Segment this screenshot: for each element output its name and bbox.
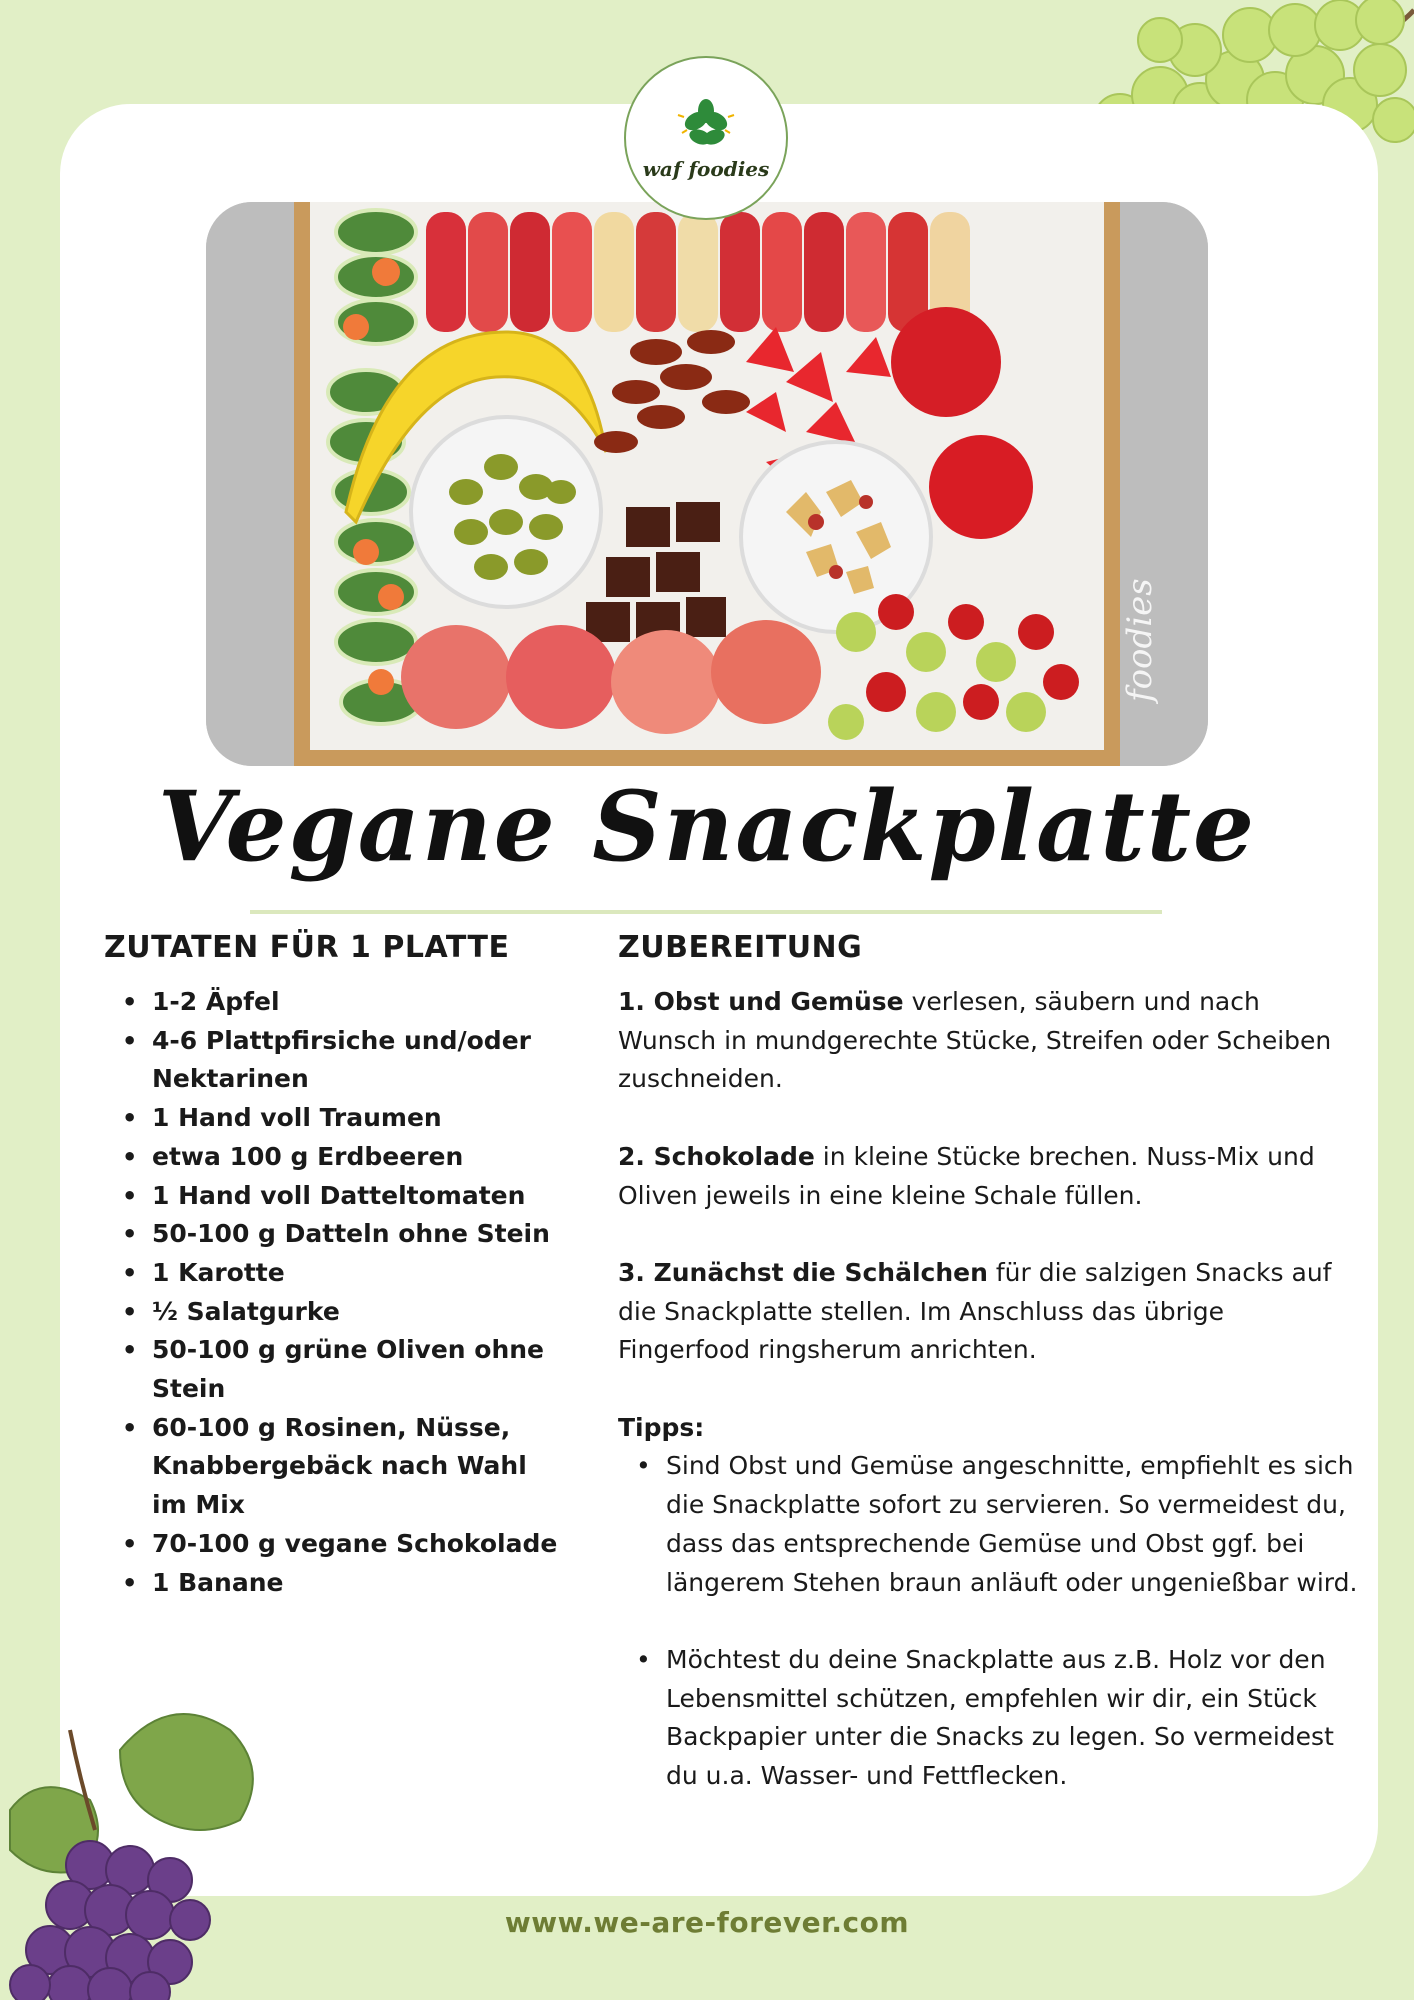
ingredient-item: • 1 Hand voll Datteltomaten: [152, 1177, 564, 1216]
step-text: in kleine Stücke brechen. Nuss-Mix und Oliven jeweils in eine kleine Schale füllen.: [618, 1141, 1315, 1210]
tip-item: • Sind Obst und Gemüse angeschnitte, empfiehlt es sich die Snackplatte sofort zu servieren. So vermeidest du, dass das entsprechende Gemüse und Obst ggf. bei längerem Stehen braun anläuft oder ungenießbar wird.: [666, 1447, 1358, 1602]
ingredient-item: • 50-100 g grüne Oliven ohne Stein: [152, 1331, 564, 1408]
step-title: 3. Zunächst die Schälchen: [618, 1257, 988, 1287]
ingredients-heading: ZUTATEN FÜR 1 PLATTE: [104, 930, 510, 965]
step-text: verlesen, säubern und nach Wunsch in mundgerechte Stücke, Streifen oder Scheiben zuschneiden.: [618, 987, 1332, 1094]
step-title: 2. Schokolade: [618, 1141, 815, 1171]
ingredient-item: • ½ Salatgurke: [152, 1293, 564, 1332]
logo-text: waf foodies: [642, 157, 770, 181]
tips-list: [618, 1447, 1358, 1795]
ingredient-item: • 50-100 g Datteln ohne Stein: [152, 1215, 564, 1254]
tips-heading: Tipps:: [618, 1412, 705, 1442]
step-title: 1. Obst und Gemüse: [618, 987, 904, 1016]
preparation-step: [618, 983, 1358, 1099]
ingredient-item: • 1 Karotte: [152, 1254, 564, 1293]
ingredient-item: • etwa 100 g Erdbeeren: [152, 1138, 564, 1177]
step-text: für die salzigen Snacks auf die Snackplatte stellen. Im Anschluss das übrige Fingerfood ringsherum anrichten.: [618, 1257, 1332, 1365]
recipe-title: Vegane Snackplatte: [157, 770, 1257, 883]
preparation-step: [618, 1254, 1358, 1370]
ingredient-item: • 4-6 Plattpfirsiche und/oder Nektarinen: [152, 1022, 564, 1099]
basil-leaf-icon: [674, 95, 738, 155]
ingredients-list: [104, 983, 564, 1602]
ingredient-item: • 1-2 Äpfel: [152, 983, 564, 1022]
tip-item: • Möchtest du deine Snackplatte aus z.B. Holz vor den Lebensmittel schützen, empfehlen wir dir, ein Stück Backpapier unter die Snacks zu legen. So vermeidest du u.a. Wasser- und Fettflecken.: [666, 1641, 1358, 1796]
footer-website[interactable]: www.we-are-forever.com: [504, 1906, 910, 1939]
ingredients-section: [104, 930, 564, 1602]
preparation-section: [618, 930, 1358, 1834]
photo-watermark: foodies: [1120, 578, 1160, 702]
ingredient-item: • 1 Hand voll Traumen: [152, 1099, 564, 1138]
ingredient-item: • 70-100 g vegane Schokolade: [152, 1525, 564, 1564]
ingredient-item: • 1 Banane: [152, 1564, 564, 1603]
snack-platter-photo: [206, 202, 1208, 766]
brand-logo: [624, 56, 788, 220]
grapes-illustration-bottom: [0, 1690, 290, 2000]
title-divider: [250, 910, 1162, 914]
preparation-step: [618, 1138, 1358, 1215]
preparation-heading: ZUBEREITUNG: [618, 930, 863, 965]
ingredient-item: • 60-100 g Rosinen, Nüsse, Knabbergebäck nach Wahl im Mix: [152, 1409, 564, 1525]
